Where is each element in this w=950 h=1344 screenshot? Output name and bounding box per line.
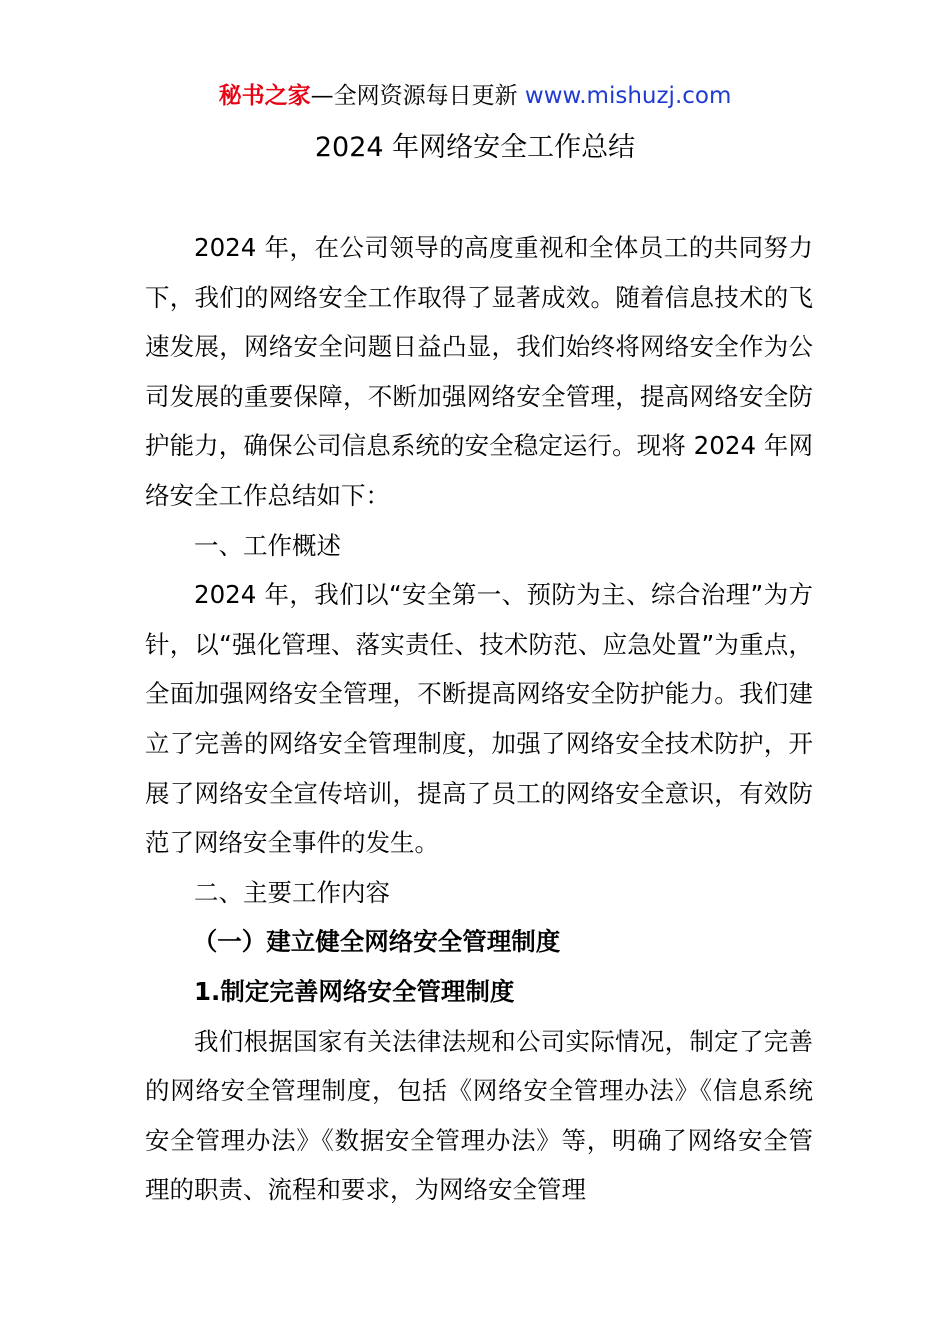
document-body [145,223,813,1215]
section-heading-overview: 一、工作概述 [194,530,341,560]
brand-name: 秘书之家 [218,83,311,109]
document-title: 2024 年网络安全工作总结 [314,132,636,163]
intro-paragraph: 2024 年，在公司领导的高度重视和全体员工的共同努力下，我们的网络安全工作取得了显著成效。随着信息技术的飞速发展，网络安全问题日益凸显，我们始终将网络安全作为公司发展的重要保障，不断加强网络安全管理，提高网络安全防护能力，确保公司信息系统的安全稳定运行。现将 2024 年网络安全工作总结如下： [145,233,813,510]
item-heading-1: 1.制定完善网络安全管理制度 [194,976,515,1006]
site-header [0,80,950,112]
header-tagline: —全网资源每日更新 [310,83,518,109]
section-heading-main-work: 二、主要工作内容 [194,877,390,907]
policy-paragraph: 我们根据国家有关法律法规和公司实际情况，制定了完善的网络安全管理制度，包括《网络安全管理办法》《信息系统安全管理办法》《数据安全管理办法》等，明确了网络安全管理的职责、流程和要求，为网络安全管理 [145,1026,813,1205]
site-url-link[interactable]: www.mishuzj.com [524,83,732,109]
subsection-heading-1: （一）建立健全网络安全管理制度 [192,927,561,957]
overview-paragraph: 2024 年，我们以“安全第一、预防为主、综合治理”为方针，以“强化管理、落实责任、技术防范、应急处置”为重点，全面加强网络安全管理，不断提高网络安全防护能力。我们建立了完善的网络安全管理制度，加强了网络安全技术防护，开展了网络安全宣传培训，提高了员工的网络安全意识，有效防范了网络安全事件的发生。 [145,580,813,858]
